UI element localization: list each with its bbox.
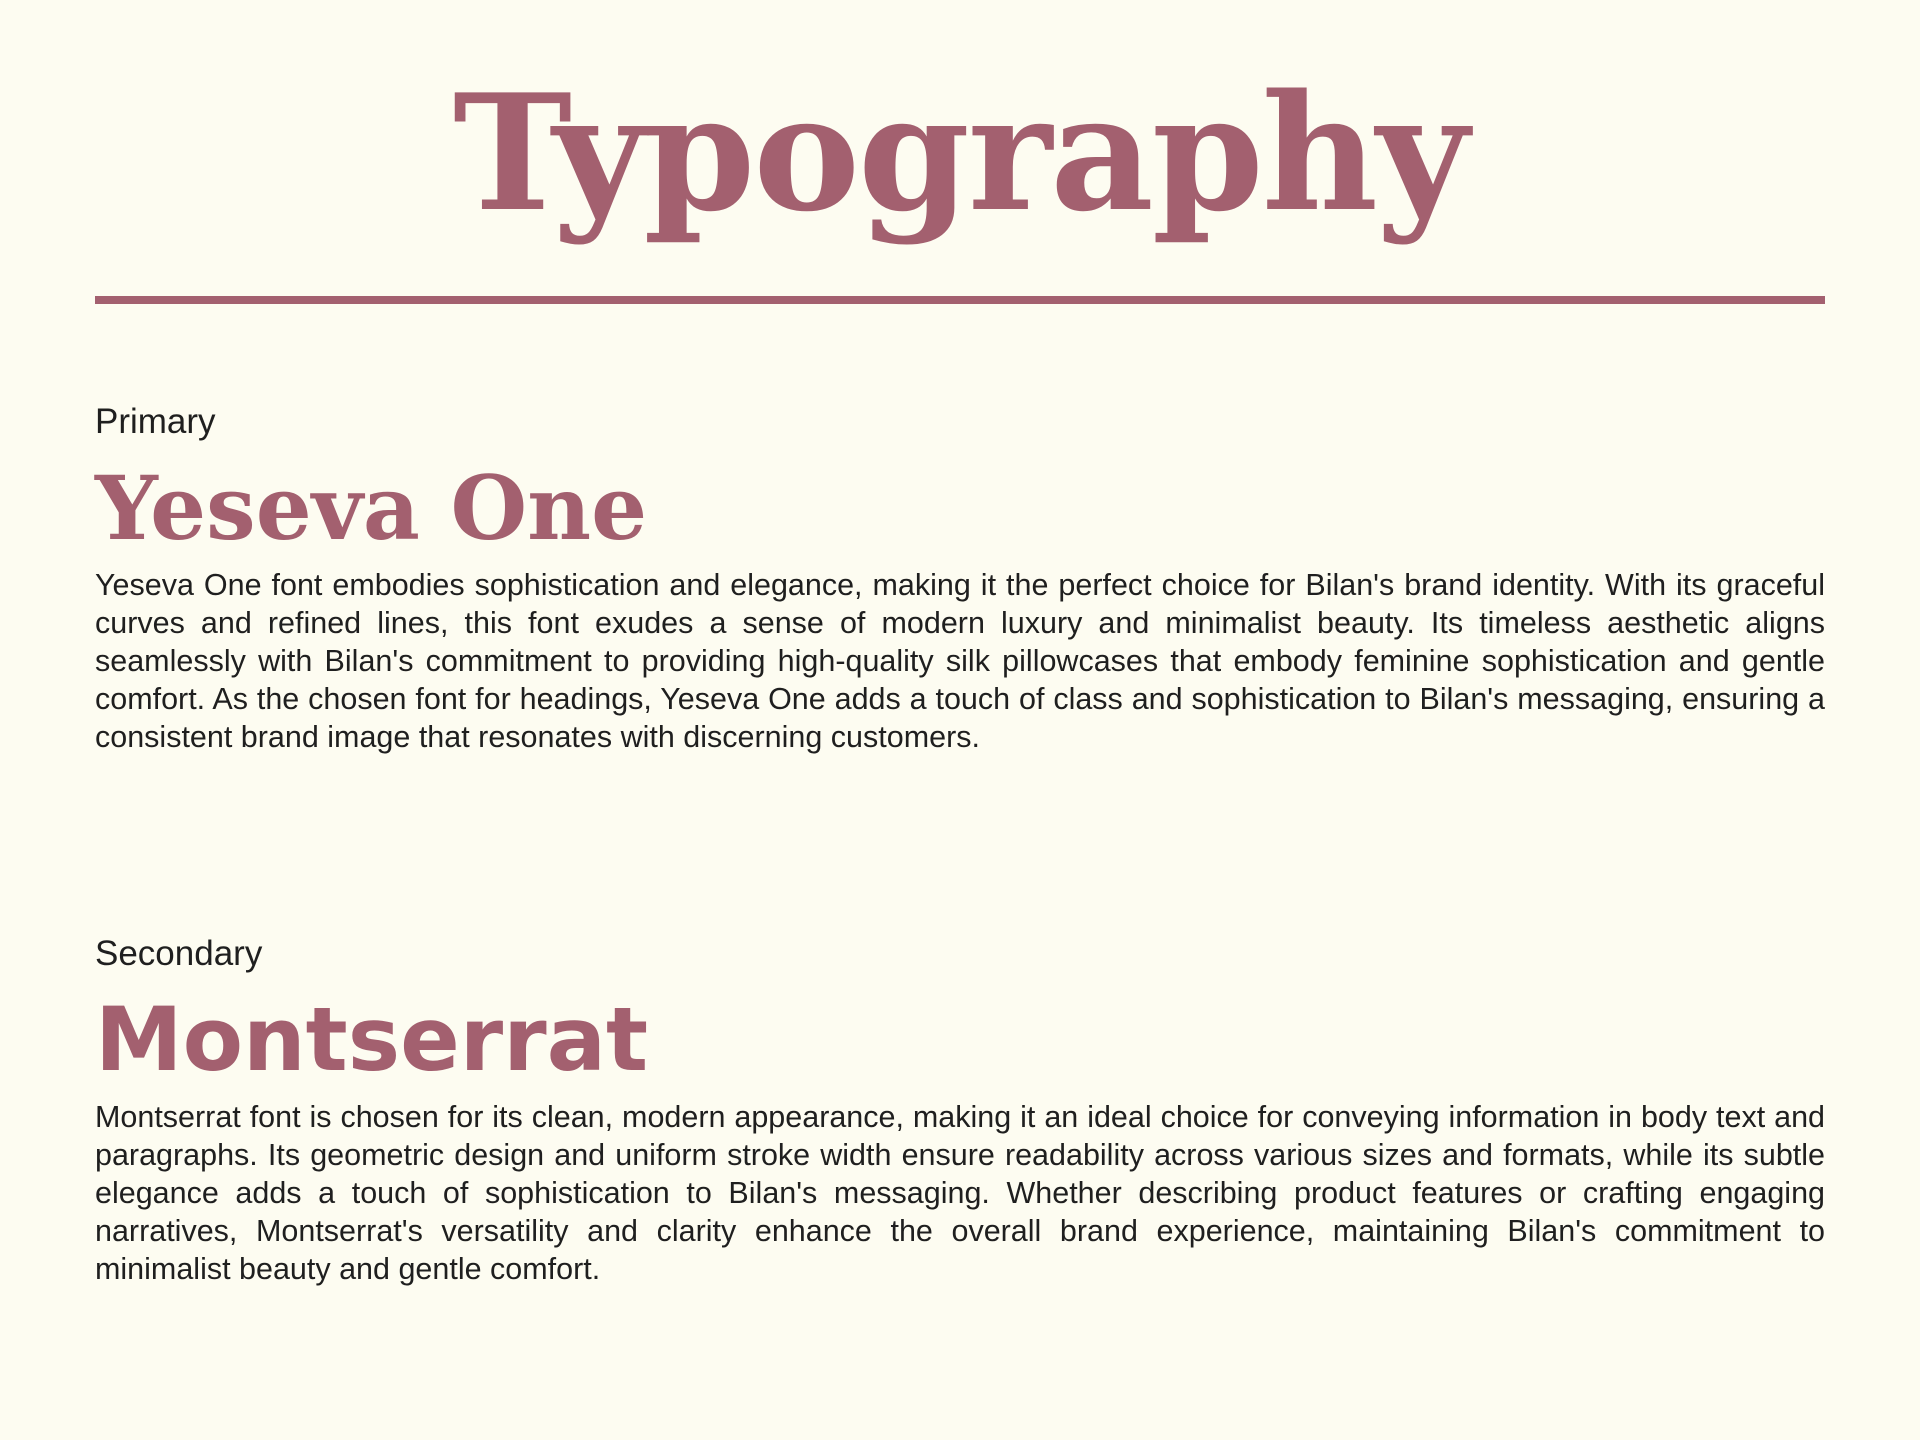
- primary-font-name: Yeseva One: [95, 456, 648, 560]
- primary-font-description: Yeseva One font embodies sophistication and elegance, making it the perfect choice for Bilan's brand identity. With its graceful curves and refined lines, this font exudes a sense of modern luxury and minimalist beauty. Its timeless aesthetic aligns seamlessly with Bilan's commitment to providing high-quality silk pillowcases that embody feminine sophistication and gentle comfort. As the chosen font for headings, Yeseva One adds a touch of class and sophistication to Bilan's messaging, ensuring a consistent brand image that resonates with discerning customers.: [95, 568, 1825, 754]
- secondary-label: Secondary: [95, 934, 263, 973]
- secondary-font-section: [95, 932, 1825, 1288]
- title-divider: [95, 296, 1825, 304]
- primary-font-section: [95, 400, 1825, 756]
- page-title: Typography: [452, 59, 1468, 247]
- secondary-font-name: Montserrat: [95, 988, 649, 1091]
- primary-label: Primary: [95, 402, 216, 441]
- secondary-font-description: Montserrat font is chosen for its clean, modern appearance, making it an ideal choice for conveying information in body text and paragraphs. Its geometric design and uniform stroke width ensure readability across various sizes and formats, while its subtle elegance adds a touch of sophistication to Bilan's messaging. Whether describing product features or crafting engaging narratives, Montserrat's versatility and clarity enhance the overall brand experience, maintaining Bilan's commitment to minimalist beauty and gentle comfort.: [95, 1100, 1825, 1286]
